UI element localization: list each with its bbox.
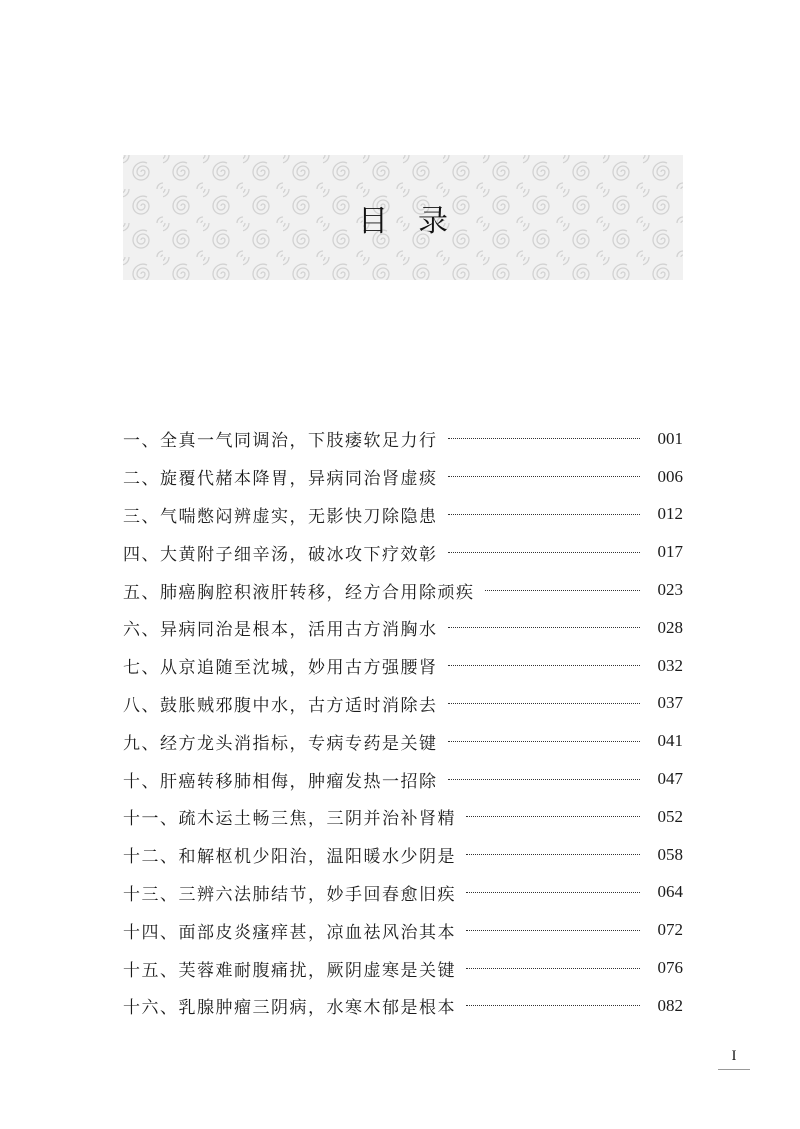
toc-entry-title: 五、肺癌胸腔积液肝转移，经方合用除顽疾 — [123, 582, 475, 602]
dot-leader — [466, 1005, 640, 1006]
toc-entry-page: 006 — [657, 466, 683, 486]
toc-entry[interactable] — [123, 911, 683, 949]
toc-entry-page: 012 — [657, 504, 683, 524]
toc-entry-page: 001 — [657, 428, 683, 448]
toc-entry-page: 037 — [657, 693, 683, 713]
toc-entry-title: 四、大黄附子细辛汤，破冰攻下疗效彰 — [123, 544, 438, 564]
dot-leader — [448, 476, 641, 477]
toc-entry-page: 047 — [657, 769, 683, 789]
toc-entry[interactable] — [123, 609, 683, 647]
toc-entry[interactable] — [123, 874, 683, 912]
toc-entry[interactable] — [123, 571, 683, 609]
dot-leader — [466, 930, 640, 931]
toc-entry-title: 十五、芙蓉难耐腹痛扰，厥阴虚寒是关键 — [123, 960, 456, 980]
toc-entry-page: 028 — [657, 617, 683, 637]
toc-entry-title: 八、鼓胀贼邪腹中水，古方适时消除去 — [123, 695, 438, 715]
toc-entry-page: 064 — [657, 882, 683, 902]
toc-entry-title: 十四、面部皮炎瘙痒甚，凉血祛风治其本 — [123, 922, 456, 942]
dot-leader — [448, 514, 641, 515]
toc-entry-page: 017 — [657, 542, 683, 562]
dot-leader — [485, 590, 641, 591]
toc-entry-page: 052 — [657, 806, 683, 826]
toc-entry[interactable] — [123, 685, 683, 723]
toc-entry-title: 十六、乳腺肿瘤三阴病，水寒木郁是根本 — [123, 998, 456, 1018]
dot-leader — [448, 438, 641, 439]
dot-leader — [448, 741, 641, 742]
toc-entry-title: 十一、疏木运土畅三焦，三阴并治补肾精 — [123, 809, 456, 829]
dot-leader — [466, 854, 640, 855]
toc-entry-title: 三、气喘憋闷辨虚实，无影快刀除隐患 — [123, 506, 438, 526]
table-of-contents — [123, 420, 683, 1025]
dot-leader — [448, 665, 641, 666]
toc-entry[interactable] — [123, 987, 683, 1025]
toc-entry-page: 076 — [657, 958, 683, 978]
dot-leader — [466, 816, 640, 817]
page-number: I — [718, 1048, 750, 1070]
toc-entry[interactable] — [123, 458, 683, 496]
toc-entry-title: 十、肝癌转移肺相侮，肿瘤发热一招除 — [123, 771, 438, 791]
title-banner — [123, 155, 683, 280]
dot-leader — [448, 779, 641, 780]
toc-entry-title: 一、全真一气同调治，下肢痿软足力行 — [123, 431, 438, 451]
toc-entry[interactable] — [123, 533, 683, 571]
toc-entry[interactable] — [123, 722, 683, 760]
toc-entry-title: 二、旋覆代赭本降胃，异病同治肾虚痰 — [123, 469, 438, 489]
toc-entry[interactable] — [123, 836, 683, 874]
dot-leader — [466, 892, 640, 893]
toc-entry-title: 十二、和解枢机少阳治，温阳暖水少阴是 — [123, 847, 456, 867]
toc-entry-page: 032 — [657, 655, 683, 675]
toc-entry-page: 023 — [657, 580, 683, 600]
toc-entry-title: 十三、三辨六法肺结节，妙手回春愈旧疾 — [123, 884, 456, 904]
toc-entry[interactable] — [123, 420, 683, 458]
toc-entry[interactable] — [123, 647, 683, 685]
toc-entry-page: 082 — [657, 995, 683, 1015]
dot-leader — [466, 968, 640, 969]
toc-entry[interactable] — [123, 949, 683, 987]
toc-entry-title: 七、从京追随至沈城，妙用古方强腰肾 — [123, 658, 438, 678]
page-title: 目录 — [358, 204, 478, 238]
toc-entry-page: 058 — [657, 844, 683, 864]
dot-leader — [448, 703, 641, 704]
toc-entry[interactable] — [123, 496, 683, 534]
toc-entry-title: 六、异病同治是根本，活用古方消胸水 — [123, 620, 438, 640]
dot-leader — [448, 627, 641, 628]
toc-entry-title: 九、经方龙头消指标，专病专药是关键 — [123, 733, 438, 753]
dot-leader — [448, 552, 641, 553]
toc-entry-page: 072 — [657, 920, 683, 940]
toc-entry[interactable] — [123, 798, 683, 836]
toc-entry-page: 041 — [657, 731, 683, 751]
toc-entry[interactable] — [123, 760, 683, 798]
